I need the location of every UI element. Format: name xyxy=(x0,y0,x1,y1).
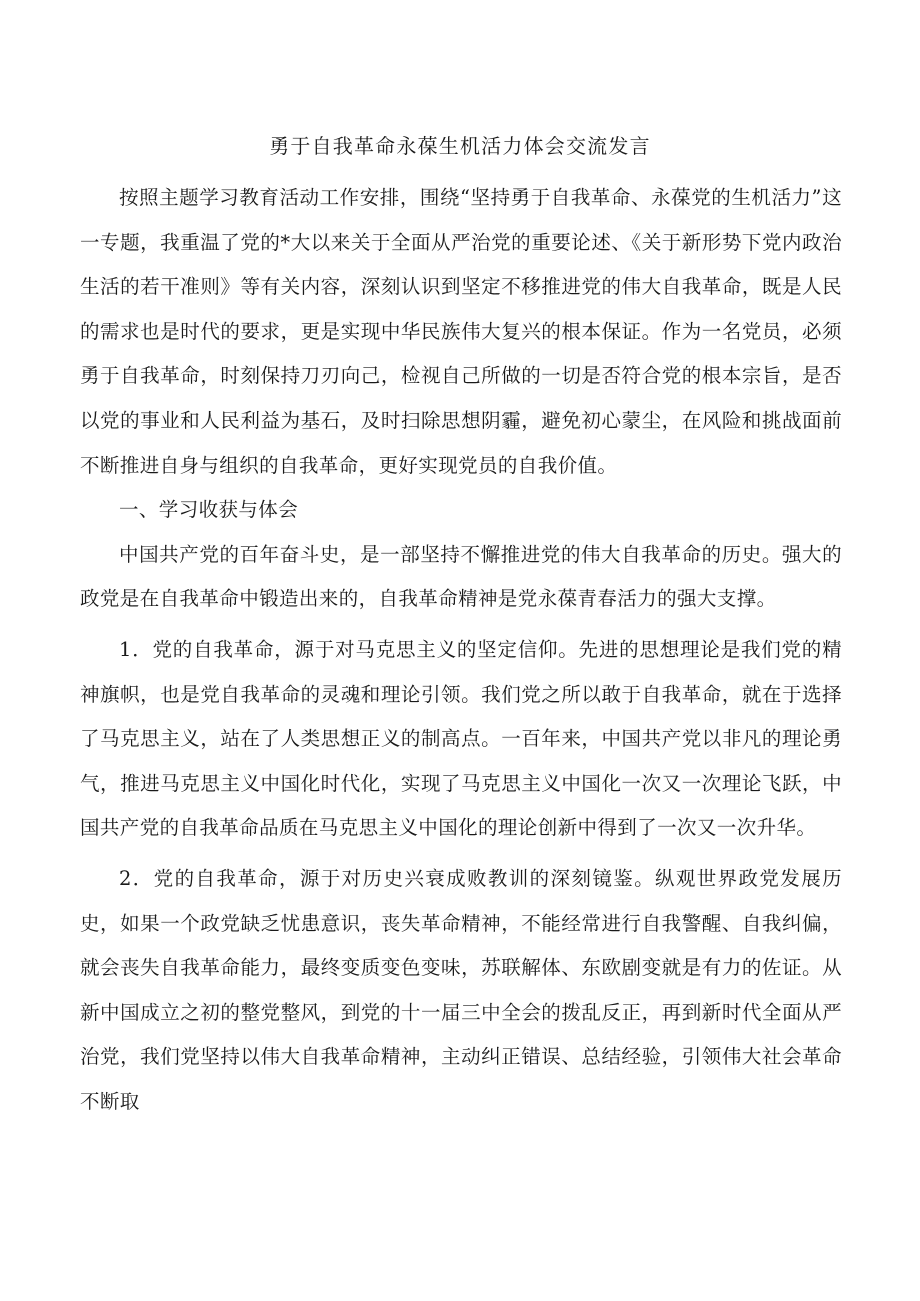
document-title: 勇于自我革命永葆生机活力体会交流发言 xyxy=(269,134,651,158)
numbered-paragraph-2: 2．党的自我革命，源于对历史兴衰成败教训的深刻镜鉴。纵观世界政党发展历史，如果一个政党缺乏忧患意识，丧失革命精神，不能经常进行自我警醒、自我纠偏，就会丧失自我革命能力，最终变质变色变味，苏联解体、东欧剧变就是有力的佐证。从新中国成立之初的整党整风，到党的十一届三中全会的拨乱反正，再到新时代全面从严治党，我们党坚持以伟大自我革命精神，主动纠正错误、总结经验，引领伟大社会革命不断取 xyxy=(80,866,842,1113)
intro-paragraph: 按照主题学习教育活动工作安排，围绕“坚持勇于自我革命、永葆党的生机活力”这一专题，我重温了党的*大以来关于全面从严治党的重要论述、《关于新形势下党内政治生活的若干准则》等有关内容，深刻认识到坚定不移推进党的伟大自我革命，既是人民的需求也是时代的要求，更是实现中华民族伟大复兴的根本保证。作为一名党员，必须勇于自我革命，时刻保持刀刃向己，检视自己所做的一切是否符合党的根本宗旨，是否以党的事业和人民利益为基石，及时扫除思想阴霾，避免初心蒙尘，在风险和挑战面前不断推进自身与组织的自我革命，更好实现党员的自我价值。 xyxy=(80,186,842,477)
numbered-paragraph-1: 1．党的自我革命，源于对马克思主义的坚定信仰。先进的思想理论是我们党的精神旗帜，也是党自我革命的灵魂和理论引领。我们党之所以敢于自我革命，就在于选择了马克思主义，站在了人类思想正义的制高点。一百年来，中国共产党以非凡的理论勇气，推进马克思主义中国化时代化，实现了马克思主义中国化一次又一次理论飞跃，中国共产党的自我革命品质在马克思主义中国化的理论创新中得到了一次又一次升华。 xyxy=(80,637,842,840)
document-body xyxy=(80,176,842,1124)
section-heading: 一、学习收获与体会 xyxy=(119,498,299,522)
body-paragraph: 中国共产党的百年奋斗史，是一部坚持不懈推进党的伟大自我革命的历史。强大的政党是在自我革命中锻造出来的，自我革命精神是党永葆青春活力的强大支撑。 xyxy=(80,542,842,611)
